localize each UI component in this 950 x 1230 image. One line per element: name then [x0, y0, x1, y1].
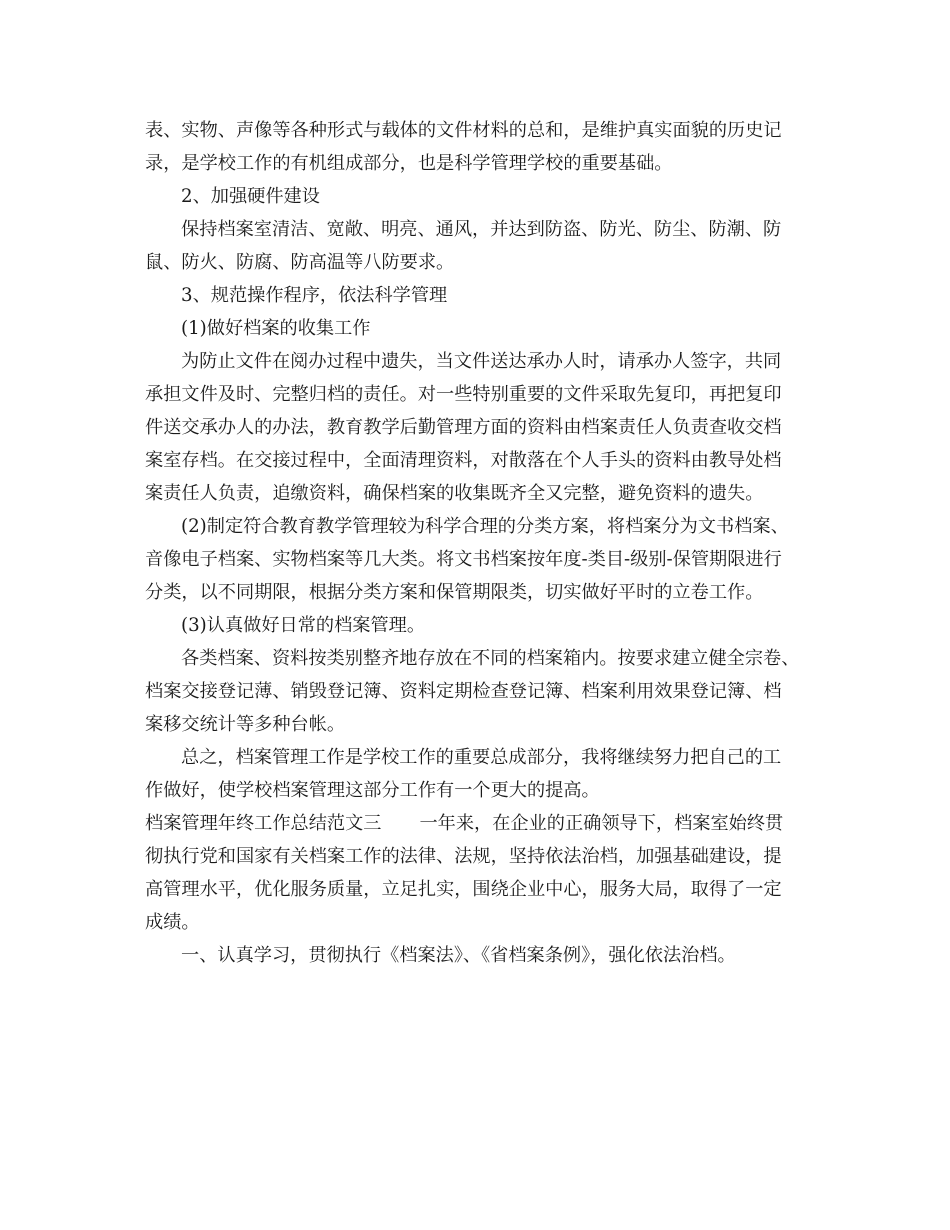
paragraph-line: 高管理水平，优化服务质量，立足扎实，围绕企业中心，服务大局，取得了一定: [145, 879, 782, 900]
subsection-heading: (1)做好档案的收集工作: [181, 318, 371, 339]
document-body: [145, 114, 815, 972]
paragraph-line: 档案交接登记薄、销毁登记簿、资料定期检查登记簿、档案利用效果登记簿、档: [145, 681, 782, 702]
section-heading: 2、加强硬件建设: [181, 186, 320, 207]
section-heading: 3、规范操作程序，依法科学管理: [181, 285, 448, 306]
paragraph-line: (2)制定符合教育教学管理较为科学合理的分类方案，将档案分为文书档案、: [181, 516, 789, 537]
paragraph-line: 为防止文件在阅办过程中遗失，当文件送达承办人时，请承办人签字，共同: [181, 351, 782, 372]
title-line: [145, 807, 815, 840]
document-title: 档案管理年终工作总结范文三: [145, 813, 382, 834]
paragraph-line: 各类档案、资料按类别整齐地存放在不同的档案箱内。按要求建立健全宗卷、: [181, 648, 800, 669]
section-heading: 一、认真学习，贯彻执行《档案法》、《省档案条例》，强化依法治档。: [181, 945, 736, 966]
paragraph-line: 案室存档。在交接过程中，全面清理资料，对散落在个人手头的资料由教导处档: [145, 450, 782, 471]
paragraph-line: 彻执行党和国家有关档案工作的法律、法规，坚持依法治档，加强基础建设，提: [145, 846, 782, 867]
paragraph-line: 分类，以不同期限，根据分类方案和保管期限类，切实做好平时的立卷工作。: [145, 582, 764, 603]
subsection-heading: (3)认真做好日常的档案管理。: [181, 615, 426, 636]
paragraph-line: 案移交统计等多种台帐。: [145, 714, 346, 735]
paragraph-line: 鼠、防火、防腐、防高温等八防要求。: [145, 252, 455, 273]
paragraph-line: 案责任人负责，追缴资料，确保档案的收集既齐全又完整，避免资料的遗失。: [145, 483, 764, 504]
paragraph-line: 保持档案室清洁、宽敞、明亮、通风，并达到防盗、防光、防尘、防潮、防: [181, 219, 782, 240]
paragraph-line: 件送交承办人的办法，教育教学后勤管理方面的资料由档案责任人负责查收交档: [145, 417, 782, 438]
paragraph-line: 音像电子档案、实物档案等几大类。将文书档案按年度-类目-级别-保管期限进行: [145, 549, 782, 570]
paragraph-line: 成绩。: [145, 912, 200, 933]
paragraph-line: 承担文件及时、完整归档的责任。对一些特别重要的文件采取先复印，再把复印: [145, 384, 782, 405]
paragraph-line: 总之，档案管理工作是学校工作的重要总成部分，我将继续努力把自己的工: [181, 747, 782, 768]
paragraph-line: 录，是学校工作的有机组成部分，也是科学管理学校的重要基础。: [145, 153, 673, 174]
paragraph-line: 表、实物、声像等各种形式与载体的文件材料的总和，是维护真实面貌的历史记: [145, 120, 782, 141]
paragraph-line: 作做好，使学校档案管理这部分工作有一个更大的提高。: [145, 780, 600, 801]
paragraph-line: 一年来，在企业的正确领导下，档案室始终贯: [419, 813, 784, 834]
